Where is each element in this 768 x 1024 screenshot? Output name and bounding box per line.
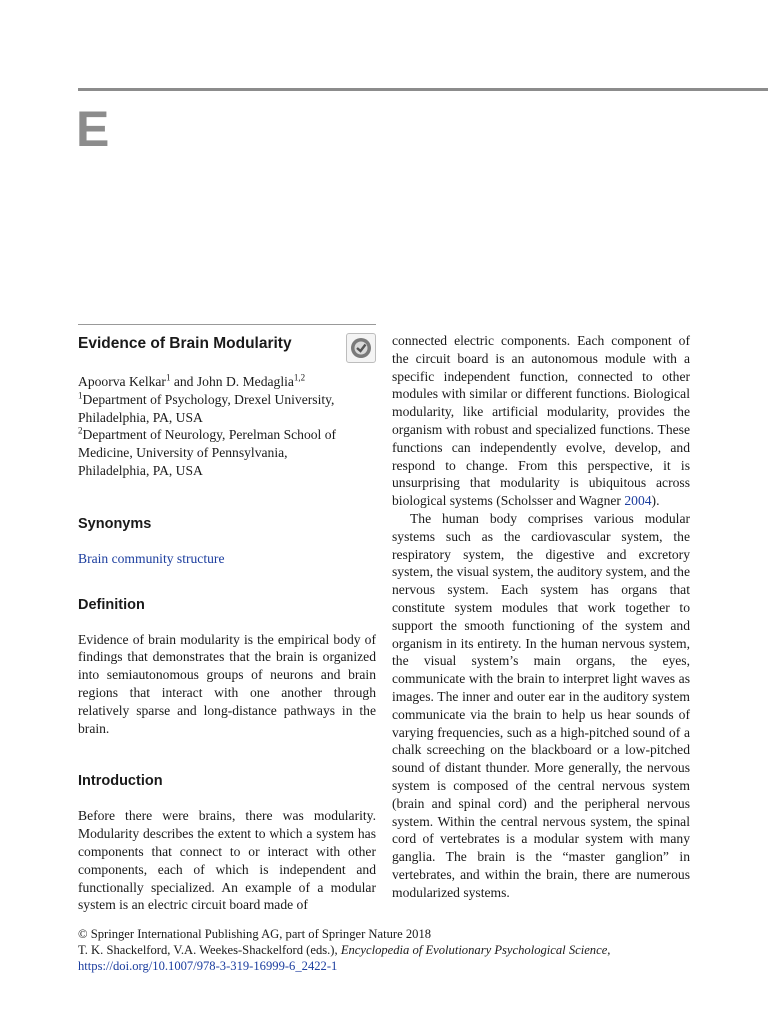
right-column xyxy=(392,332,690,902)
definition-text: Evidence of brain modularity is the empirical body of findings that demonstrates that the brain is organized into semiautonomous groups of neurons and brain regions that interact with one another through relatively sparse and long-distance pathways in the brain. xyxy=(78,631,376,736)
definition-heading: Definition xyxy=(78,596,145,613)
citation-line xyxy=(78,942,698,958)
body-paragraph: The human body comprises various modular systems such as the cardiovascular system, the respiratory system, the digestive and excretory system, the visual system, the auditory system, and the nervous system. Each system has organs that constitute system modules that work together to support the smooth functioning of the system and organism in its entirety. In the human nervous system, the visual system’s main organs, the eyes, communicate with the brain to interpret light waves as images. The inner and outer ear in the auditory system communicate via the brain to help us hear sounds of varying frequencies, such as a high-pitched sound of a chalk screeching on the blackboard or a low-pitched sound of distant thunder. More generally, the nervous system is composed of the central nervous system (brain and spinal cord) and the peripheral nervous system. Within the central nervous system, the spinal cord of vertebrates is a modular system with many ganglia. The brain is the “master ganglion” in vertebrates, and within the brain, there are numerous modularized systems. xyxy=(392,510,690,900)
author-name: John D. Medaglia xyxy=(196,374,294,389)
author-conjunction: and xyxy=(170,374,197,389)
citation-link[interactable]: 2004 xyxy=(624,493,652,509)
copyright-line: © Springer International Publishing AG, part of Springer Nature 2018 xyxy=(78,927,432,941)
title-row xyxy=(78,331,376,365)
author-line xyxy=(78,373,376,391)
paragraph-end: ). xyxy=(651,493,660,509)
author-sup: 1,2 xyxy=(293,372,306,383)
introduction-heading: Introduction xyxy=(78,773,163,790)
affiliation-text: Department of Psychology, Drexel University, xyxy=(82,391,335,407)
left-column xyxy=(78,324,376,914)
affiliation-text: Department of Neurology, Perelman School of xyxy=(82,427,337,443)
editors-text: T. K. Shackelford, V.A. Weekes-Shackelford (eds.), xyxy=(78,943,341,957)
affiliation-sup: 1 xyxy=(78,390,83,401)
author-sup: 1 xyxy=(165,372,171,383)
body-paragraph xyxy=(392,332,690,510)
article-title: Evidence of Brain Modularity xyxy=(78,335,292,352)
book-title: Encyclopedia of Evolutionary Psychological Science xyxy=(340,943,608,957)
footer xyxy=(78,926,698,974)
crossmark-icon[interactable] xyxy=(346,333,376,363)
section-letter: E xyxy=(76,101,110,157)
affiliation-line xyxy=(78,426,376,444)
title-rule xyxy=(78,324,376,325)
synonym-link[interactable]: Brain community structure xyxy=(78,550,225,566)
introduction-paragraph: Before there were brains, there was modularity. Modularity describes the extent to which a system has components that connect to or interact with other components, each of which is independent and functionally specialized. An example of a modular system is an electric circuit board made of xyxy=(78,808,376,913)
affiliation-line: Philadelphia, PA, USA xyxy=(78,409,203,425)
affiliation-sup: 2 xyxy=(78,425,83,436)
top-rule xyxy=(78,88,768,91)
affiliation-line: Philadelphia, PA, USA xyxy=(78,462,203,478)
book-suffix: , xyxy=(607,943,611,957)
paragraph-text: connected electric components. Each component of the circuit board is an autonomous module with a specific independent function, connected to other modules with similar or different functions. Biological modularity, like artificial modularity, provides the organism with robust and specialized functions. These functions can independently evolve, develop, and respond to change. From this perspective, it is unsurprising that modularity is ubiquitous across biological systems (Scholsser and Wagner xyxy=(392,333,690,509)
doi-link[interactable]: https://doi.org/10.1007/978-3-319-16999-6_2422-1 xyxy=(78,959,338,973)
affiliation-line: Medicine, University of Pennsylvania, xyxy=(78,445,288,461)
author-block xyxy=(78,373,376,480)
author-name: Apoorva Kelkar xyxy=(78,374,166,389)
affiliation-line xyxy=(78,391,376,409)
synonyms-heading: Synonyms xyxy=(78,515,152,532)
